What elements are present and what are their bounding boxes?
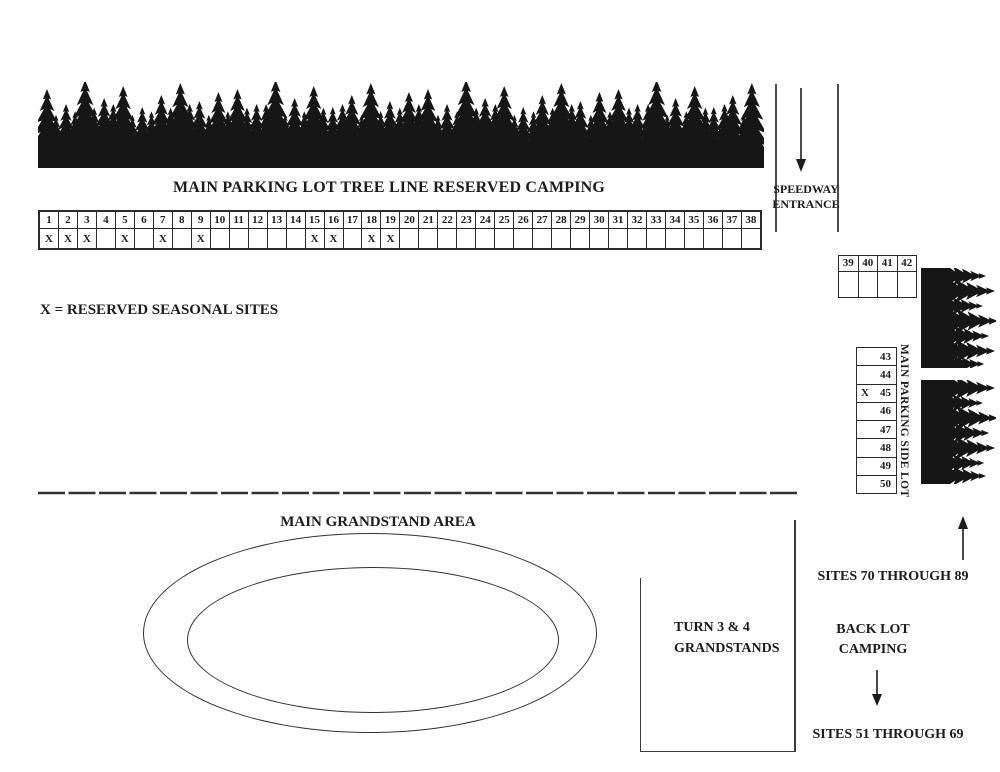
site-number: 34 [666, 212, 684, 229]
site-number: 31 [609, 212, 627, 229]
site-number: 25 [495, 212, 513, 229]
reserved-mark [419, 229, 437, 248]
dashed-separator-line [38, 489, 798, 497]
reserved-mark [859, 272, 878, 297]
reserved-mark [97, 229, 115, 248]
reserved-mark [571, 229, 589, 248]
site-number: 50 [880, 478, 891, 491]
site-number: 18 [362, 212, 380, 229]
site-number: 8 [173, 212, 191, 229]
site-cell-36 [703, 212, 722, 248]
speedway-entrance-line1: SPEEDWAY [773, 182, 839, 196]
sites-51-69-label: SITES 51 THROUGH 69 [812, 727, 964, 742]
reserved-mark [723, 229, 741, 248]
reserved-mark [878, 272, 897, 297]
reserved-mark [344, 229, 362, 248]
site-number: 30 [590, 212, 608, 229]
site-cell-40 [858, 256, 878, 297]
site-cell-41 [877, 256, 897, 297]
site-cell-6 [134, 212, 153, 248]
site-number: 44 [880, 368, 891, 381]
back-lot-arrow-down-icon [870, 670, 884, 708]
site-cell-35 [684, 212, 703, 248]
reserved-mark [898, 272, 917, 297]
site-row-47 [857, 420, 896, 438]
grandstand-area-title: MAIN GRANDSTAND AREA [280, 514, 476, 530]
reserved-mark [590, 229, 608, 248]
tree-line-silhouette-icon [38, 82, 764, 168]
site-cell-25 [494, 212, 513, 248]
site-number: 48 [880, 441, 891, 454]
reserved-mark [666, 229, 684, 248]
turn-grandstands-line1: TURN 3 & 4 [674, 620, 750, 635]
reserved-mark [287, 229, 305, 248]
site-cell-14 [286, 212, 305, 248]
site-number: 21 [419, 212, 437, 229]
site-cell-12 [248, 212, 267, 248]
back-lot-line2: CAMPING [838, 642, 908, 657]
site-number: 1 [40, 212, 58, 229]
site-cell-8 [172, 212, 191, 248]
site-number: 40 [859, 256, 878, 272]
tree-line-camping-title: MAIN PARKING LOT TREE LINE RESERVED CAMPING [172, 179, 606, 196]
reserved-mark [400, 229, 418, 248]
site-number: 28 [552, 212, 570, 229]
reserved-mark [552, 229, 570, 248]
camp-sites-strip-1-38 [38, 210, 762, 250]
site-number: 29 [571, 212, 589, 229]
site-number: 20 [400, 212, 418, 229]
reserved-mark [135, 229, 153, 248]
reserved-mark [514, 229, 532, 248]
reserved-mark [533, 229, 551, 248]
side-trees-upper-icon [921, 268, 996, 368]
site-number: 11 [230, 212, 248, 229]
reserved-mark [742, 229, 760, 248]
reserved-mark [230, 229, 248, 248]
site-cell-20 [399, 212, 418, 248]
reserved-mark: X [196, 233, 205, 245]
reserved-mark: X [45, 233, 53, 245]
site-number: 14 [287, 212, 305, 229]
side-trees-lower-icon [921, 380, 996, 484]
site-cell-39 [839, 256, 858, 297]
site-row-43 [857, 348, 896, 365]
site-cell-18 [361, 212, 380, 248]
site-cell-5 [115, 212, 134, 248]
reserved-mark [457, 229, 475, 248]
site-cell-26 [513, 212, 532, 248]
site-cell-13 [267, 212, 286, 248]
site-number: 36 [704, 212, 722, 229]
site-number: 15 [306, 212, 324, 229]
reserved-mark [704, 229, 722, 248]
site-row-46 [857, 402, 896, 420]
site-cell-28 [551, 212, 570, 248]
site-number: 46 [880, 405, 891, 418]
track-oval-inner [187, 567, 559, 713]
site-number: 42 [898, 256, 917, 272]
site-cell-42 [897, 256, 917, 297]
reserved-mark: X [120, 233, 129, 245]
reserved-mark [839, 272, 858, 297]
site-cell-17 [343, 212, 362, 248]
reserved-mark: X [82, 233, 91, 245]
sites-70-89-label: SITES 70 THROUGH 89 [817, 569, 969, 584]
site-cell-31 [608, 212, 627, 248]
turn-grandstands-box [640, 578, 794, 752]
reserved-mark [268, 229, 286, 248]
reserved-mark: X [367, 233, 376, 245]
site-cell-22 [437, 212, 456, 248]
site-number: 27 [533, 212, 551, 229]
reserved-mark: X [158, 233, 167, 245]
site-row-45 [857, 384, 896, 402]
site-cell-37 [722, 212, 741, 248]
reserved-legend: X = RESERVED SEASONAL SITES [40, 302, 279, 318]
site-number: 38 [742, 212, 760, 229]
site-number: 10 [211, 212, 229, 229]
site-number: 43 [880, 350, 891, 363]
site-number: 16 [325, 212, 343, 229]
site-number: 19 [381, 212, 399, 229]
site-number: 6 [135, 212, 153, 229]
turn-grandstands-label [674, 617, 780, 659]
reserved-mark [495, 229, 513, 248]
reserved-mark [173, 229, 191, 248]
site-number: 33 [647, 212, 665, 229]
reserved-mark [476, 229, 494, 248]
back-lot-camping-label [808, 620, 938, 660]
site-number: 39 [839, 256, 858, 272]
site-number: 32 [628, 212, 646, 229]
site-cell-11 [229, 212, 248, 248]
site-number: 2 [59, 212, 77, 229]
reserved-mark [628, 229, 646, 248]
site-cell-27 [532, 212, 551, 248]
reserved-mark [211, 229, 229, 248]
site-cell-19 [380, 212, 399, 248]
speedway-entrance-line2: ENTRANCE [772, 197, 840, 211]
speedway-entrance-label [765, 182, 847, 212]
site-number: 17 [344, 212, 362, 229]
site-cell-30 [589, 212, 608, 248]
turn-grandstands-line2: GRANDSTANDS [674, 641, 780, 656]
reserved-mark: X [310, 233, 319, 245]
site-cell-23 [456, 212, 475, 248]
site-cell-9 [191, 212, 210, 248]
reserved-mark: X [329, 233, 338, 245]
site-row-44 [857, 365, 896, 383]
camp-sites-column-43-50 [856, 347, 897, 494]
site-cell-32 [627, 212, 646, 248]
site-row-49 [857, 457, 896, 475]
site-cell-24 [475, 212, 494, 248]
site-cell-33 [646, 212, 665, 248]
site-number: 23 [457, 212, 475, 229]
site-row-50 [857, 475, 896, 493]
site-cell-21 [418, 212, 437, 248]
main-parking-side-lot-label: MAIN PARKING SIDE LOT [898, 344, 910, 498]
site-cell-16 [324, 212, 343, 248]
site-cell-2 [58, 212, 77, 248]
camp-sites-row-39-42 [838, 255, 917, 298]
site-cell-7 [153, 212, 172, 248]
site-number: 5 [116, 212, 134, 229]
site-number: 26 [514, 212, 532, 229]
entrance-arrow-down-icon [794, 88, 808, 174]
site-cell-1 [40, 212, 58, 248]
reserved-mark [685, 229, 703, 248]
reserved-mark [647, 229, 665, 248]
reserved-mark [438, 229, 456, 248]
site-number: 13 [268, 212, 286, 229]
turn-grandstands-right-line [794, 520, 796, 752]
reserved-mark [609, 229, 627, 248]
back-lot-line1: BACK LOT [836, 622, 910, 637]
site-number: 24 [476, 212, 494, 229]
site-number: 35 [685, 212, 703, 229]
site-cell-38 [741, 212, 760, 248]
site-number: 7 [154, 212, 172, 229]
site-number: 37 [723, 212, 741, 229]
sites-70-89-arrow-up-icon [956, 516, 970, 562]
reserved-mark: X [861, 387, 869, 400]
reserved-mark [249, 229, 267, 248]
site-number: 47 [880, 423, 891, 436]
site-number: 45 [880, 387, 891, 400]
site-number: 22 [438, 212, 456, 229]
site-number: 12 [249, 212, 267, 229]
reserved-mark: X [386, 233, 395, 245]
site-number: 4 [97, 212, 115, 229]
site-number: 9 [192, 212, 210, 229]
site-cell-3 [77, 212, 96, 248]
site-cell-15 [305, 212, 324, 248]
site-number: 41 [878, 256, 897, 272]
site-number: 3 [78, 212, 96, 229]
site-row-48 [857, 438, 896, 456]
site-cell-4 [96, 212, 115, 248]
reserved-mark: X [63, 233, 72, 245]
site-cell-29 [570, 212, 589, 248]
site-cell-34 [665, 212, 684, 248]
site-cell-10 [210, 212, 229, 248]
site-number: 49 [880, 460, 891, 473]
